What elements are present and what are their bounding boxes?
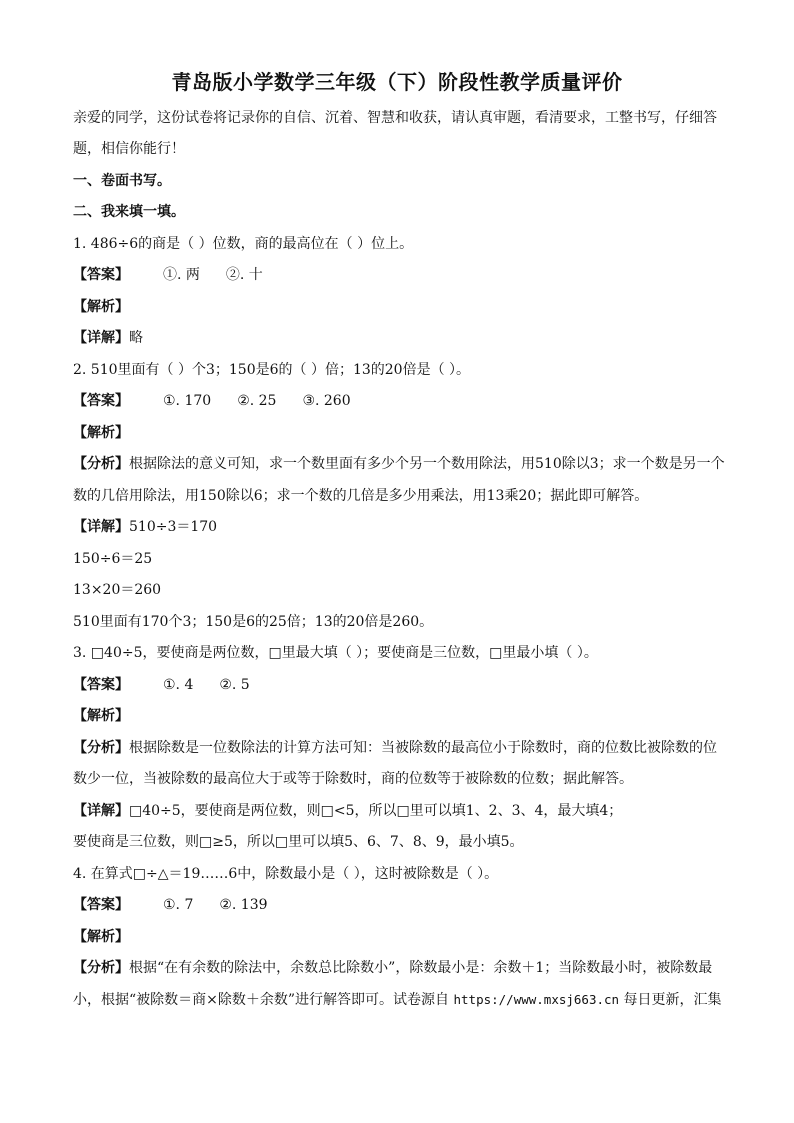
- intro-line-1: 亲爱的同学，这份试卷将记录你的自信、沉着、智慧和收获，请认真审题，看清要求，工整书写，仔细答: [73, 110, 717, 126]
- q3-answer-row: [73, 676, 276, 694]
- q2-jiexi-label: 【解析】: [73, 425, 129, 441]
- q2-analysis-line-1: 【分析】根据除法的意义可知，求一个数里面有多少个另一个数用除法，用510除以3；求一个数是另一个: [73, 456, 725, 472]
- analysis-label: 【分析】: [73, 740, 129, 756]
- q1-answer-row: [73, 266, 289, 284]
- answer-label: 【答案】: [73, 393, 129, 409]
- answer-label: 【答案】: [73, 677, 129, 693]
- q3-answer-2: ②. 5: [219, 677, 250, 693]
- source-url-link[interactable]: https://www.mxsj663.cn: [453, 992, 620, 1007]
- analysis-label: 【分析】: [73, 960, 129, 976]
- q1-jiexi-label: 【解析】: [73, 299, 129, 315]
- q3-detail-line-1: 【详解】□40÷5，要使商是两位数，则□<5，所以□里可以填1、2、3、4，最大填4；: [73, 803, 623, 819]
- q2-analysis-line-2: 数的几倍用除法，用150除以6；求一个数的几倍是多少用乘法，用13乘20；据此即可解答。: [73, 488, 649, 504]
- answer-label: 【答案】: [73, 267, 129, 283]
- intro-line-2: 题，相信你能行！: [73, 141, 185, 157]
- analysis-label: 【分析】: [73, 456, 129, 472]
- q1-answer-2: ②. 十: [225, 267, 263, 283]
- q2-answer-2: ②. 25: [237, 393, 277, 409]
- q4-answer-1: ①. 7: [163, 897, 194, 913]
- q2-answer-1: ①. 170: [163, 393, 212, 409]
- q2-detail-line-3: 13×20＝260: [73, 582, 162, 598]
- q1-detail-row: [73, 329, 143, 347]
- q3-answer-1: ①. 4: [163, 677, 194, 693]
- q1-question: 1. 486÷6的商是（ ）位数，商的最高位在（ ）位上。: [73, 236, 414, 252]
- q2-answer-row: [73, 392, 377, 410]
- q3-analysis-line-1: 【分析】根据除数是一位数除法的计算方法可知：当被除数的最高位小于除数时，商的位数比被除数的位: [73, 740, 717, 756]
- q4-jiexi-label: 【解析】: [73, 929, 129, 945]
- detail-label: 【详解】: [73, 803, 129, 819]
- q4-answer-row: [73, 896, 294, 914]
- q2-detail-line-4: 510里面有170个3；150是6的25倍；13的20倍是260。: [73, 614, 434, 630]
- q1-detail: 略: [129, 330, 143, 346]
- section-2-heading: 二、我来填一填。: [73, 204, 185, 220]
- detail-label: 【详解】: [73, 330, 129, 346]
- detail-label: 【详解】: [73, 519, 129, 535]
- q4-analysis-line-1: 【分析】根据“在有余数的除法中，余数总比除数小”，除数最小是：余数＋1；当除数最小时，被除数最: [73, 960, 713, 976]
- q3-analysis-line-2: 数少一位，当被除数的最高位大于或等于除数时，商的位数等于被除数的位数；据此解答。: [73, 771, 633, 787]
- q2-answer-3: ③. 260: [302, 393, 351, 409]
- q1-answer-1: ①. 两: [163, 267, 200, 283]
- q3-detail-line-2: 要使商是三位数，则□≥5，所以□里可以填5、6、7、8、9，最小填5。: [73, 834, 524, 850]
- q3-question: 3. □40÷5，要使商是两位数，□里最大填（ ）；要使商是三位数，□里最小填（ ）。: [73, 645, 598, 661]
- q3-jiexi-label: 【解析】: [73, 708, 129, 724]
- q4-question: 4. 在算式□÷△＝19……6中，除数最小是（ ），这时被除数是（ ）。: [73, 866, 499, 882]
- page-title: 青岛版小学数学三年级（下）阶段性教学质量评价: [171, 70, 623, 94]
- q2-question: 2. 510里面有（ ）个3；150是6的（ ）倍；13的20倍是（ ）。: [73, 362, 471, 378]
- answer-label: 【答案】: [73, 897, 129, 913]
- section-1-heading: 一、卷面书写。: [73, 173, 171, 189]
- q2-detail-line-2: 150÷6＝25: [73, 551, 153, 567]
- q4-answer-2: ②. 139: [219, 897, 268, 913]
- q2-detail-line-1: 【详解】510÷3＝170: [73, 519, 218, 535]
- q4-analysis-line-2: 小，根据“被除数＝商×除数＋余数”进行解答即可。试卷源自 https://www.mxsj663.cn 每日更新，汇集: [73, 992, 722, 1008]
